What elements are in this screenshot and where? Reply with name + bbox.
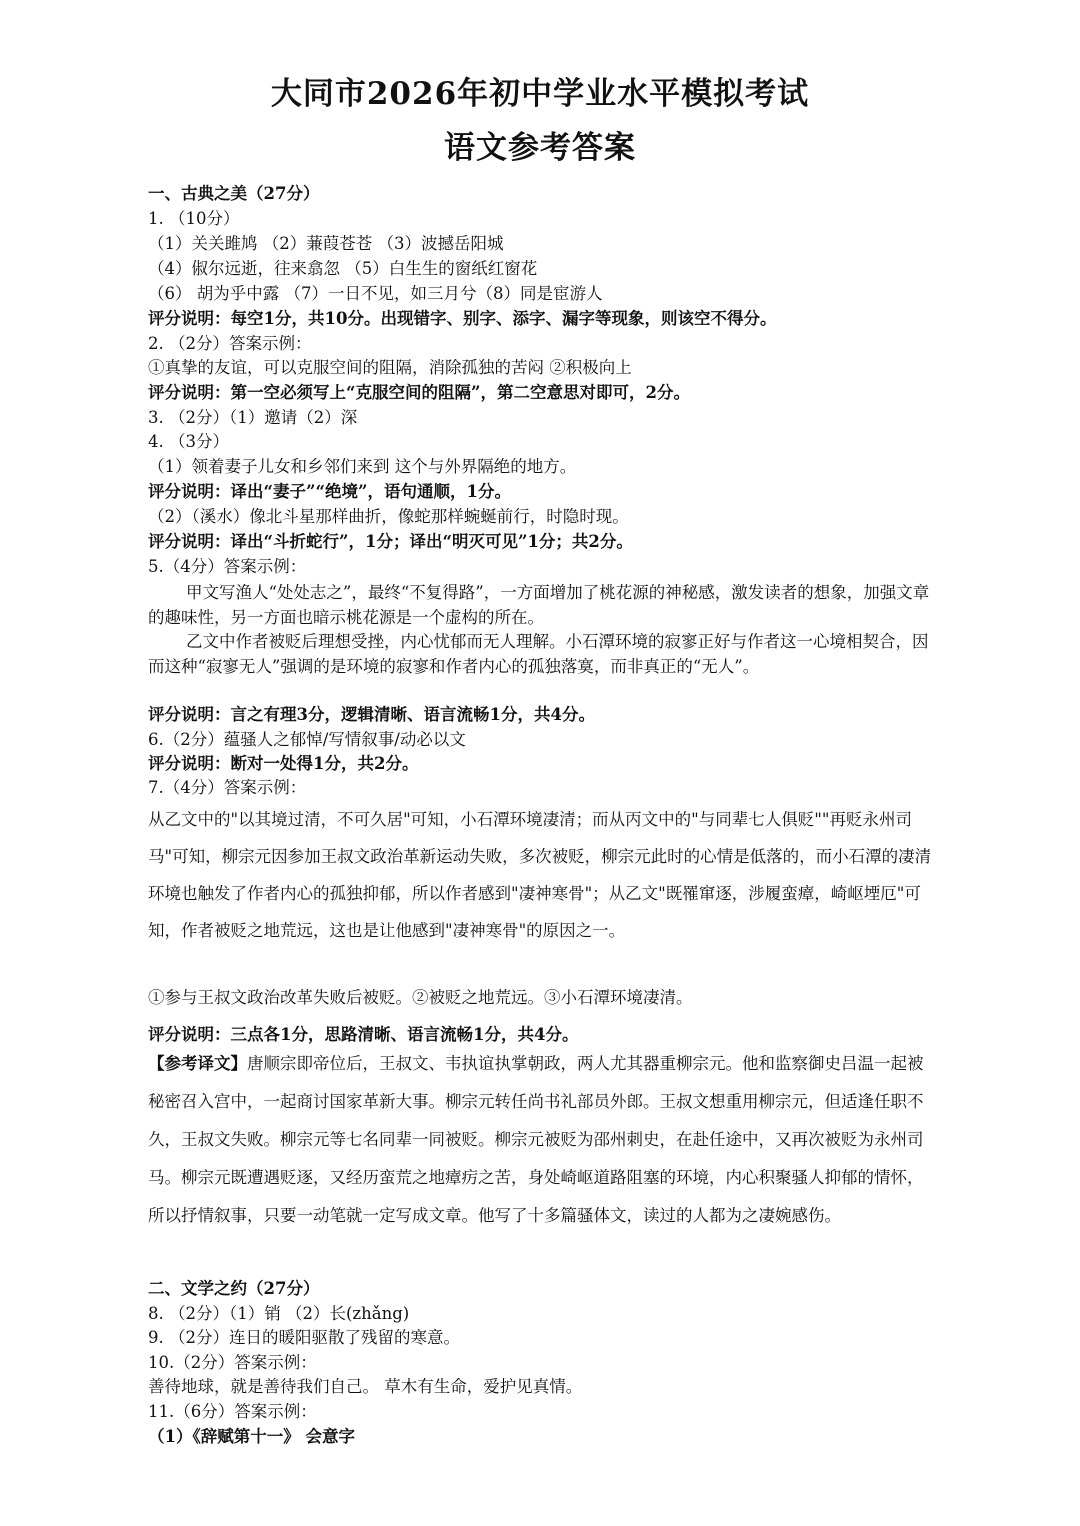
answer-line: （6） 胡为乎中露 （7）一日不见，如三月兮（8）同是宦游人 [148, 284, 603, 303]
document-title: 大同市2026年初中学业水平模拟考试 [270, 76, 810, 112]
answer-line: ①真挚的友谊，可以克服空间的阻隔，消除孤独的苦闷 ②积极向上 [148, 358, 632, 377]
scoring-note: 评分说明：译出“妻子”“绝境”，语句通顺，1分。 [148, 482, 511, 501]
scoring-note: 评分说明：三点各1分，思路清晰、语言流畅1分，共4分。 [148, 1025, 579, 1044]
question-number: 2. （2分）答案示例： [148, 334, 312, 353]
translation-label: 【参考译文】 [148, 1054, 247, 1073]
answer-line: 8. （2分）（1）销 （2）长(zhǎng) [148, 1304, 410, 1323]
answer-line: 6.（2分）蕴骚人之郁悼/写情叙事/动必以文 [148, 730, 466, 749]
answer-line: 9. （2分）连日的暖阳驱散了残留的寒意。 [148, 1328, 460, 1347]
question-number: 1. （10分） [148, 209, 240, 228]
answer-paragraph: 甲文写渔人“处处志之”，最终“不复得路”，一方面增加了桃花源的神秘感，激发读者的想象，加强文章的趣味性，另一方面也暗示桃花源是一个虚构的所在。 [148, 583, 930, 627]
scoring-note: 评分说明：每空1分，共10分。出现错字、别字、添字、漏字等现象，则该空不得分。 [148, 309, 777, 328]
section-heading: 二、文学之约（27分） [148, 1279, 320, 1298]
question-number: 5.（4分）答案示例： [148, 557, 307, 576]
scoring-note: 评分说明：断对一处得1分，共2分。 [148, 754, 419, 773]
answer-line: （2）（溪水）像北斗星那样曲折，像蛇那样蜿蜒前行，时隐时现。 [148, 507, 629, 526]
answer-line: （1）《辞赋第十一》 会意字 [148, 1427, 355, 1446]
scoring-note: 评分说明：译出“斗折蛇行”，1分；译出“明灭可见”1分；共2分。 [148, 532, 633, 551]
scoring-note: 评分说明：第一空必须写上“克服空间的阻隔”，第二空意思对即可，2分。 [148, 383, 690, 402]
translation-text: 唐顺宗即帝位后，王叔文、韦执谊执掌朝政，两人尤其器重柳宗元。他和监察御史吕温一起被秘密召入宫中，一起商讨国家革新大事。柳宗元转任尚书礼部员外郎。王叔文想重用柳宗元，但适逢任职不久，王叔文失败。柳宗元等七名同辈一同被贬。柳宗元被贬为邵州刺史，在赴任途中，又再次被贬为永州司马。柳宗元既遭遇贬逐，又经历蛮荒之地瘴疠之苦，身处崎岖道路阻塞的环境，内心积聚骚人抑郁的情怀，所以抒情叙事，只要一动笔就一定写成文章。他写了十多篇骚体文，读过的人都为之凄婉感伤。 [148, 1054, 924, 1225]
question-number: 10.（2分）答案示例： [148, 1353, 317, 1372]
section-heading: 一、古典之美（27分） [148, 184, 320, 203]
answer-line: 3. （2分）（1）邀请（2）深 [148, 408, 358, 427]
question-number: 4. （3分） [148, 432, 229, 451]
document-subtitle: 语文参考答案 [444, 130, 636, 166]
question-number: 7.（4分）答案示例： [148, 778, 307, 797]
question-number: 11.（6分）答案示例： [148, 1402, 317, 1421]
reference-translation [148, 1045, 938, 1235]
answer-line: （1）关关雎鸠 （2）蒹葭苍苍 （3）波撼岳阳城 [148, 234, 504, 253]
answer-paragraph: 乙文中作者被贬后理想受挫，内心忧郁而无人理解。小石潭环境的寂寥正好与作者这一心境相契合，因而这种“寂寥无人”强调的是环境的寂寥和作者内心的孤独落寞，而非真正的“无人”。 [148, 632, 929, 676]
answer-line: 善待地球，就是善待我们自己。 草木有生命，爱护见真情。 [148, 1377, 583, 1396]
answer-line: （1）领着妻子儿女和乡邻们来到 这个与外界隔绝的地方。 [148, 457, 577, 476]
answer-paragraph: 从乙文中的"以其境过清，不可久居"可知，小石潭环境凄清；而从丙文中的"与同辈七人俱贬""再贬永州司马"可知，柳宗元因参加王叔文政治革新运动失败，多次被贬，柳宗元此时的心情是低落的，而小石潭的凄清环境也触发了作者内心的孤独抑郁，所以作者感到"凄神寒骨"；从乙文"既罹窜逐，涉履蛮瘴，崎岖堙厄"可知，作者被贬之地荒远，这也是让他感到"凄神寒骨"的原因之一。 [148, 810, 932, 940]
answer-points: ①参与王叔文政治改革失败后被贬。②被贬之地荒远。③小石潭环境凄清。 [148, 988, 693, 1007]
answer-line: （4）俶尔远逝，往来翕忽 （5）白生生的窗纸红窗花 [148, 259, 538, 278]
scoring-note: 评分说明：言之有理3分，逻辑清晰、语言流畅1分，共4分。 [148, 705, 595, 724]
